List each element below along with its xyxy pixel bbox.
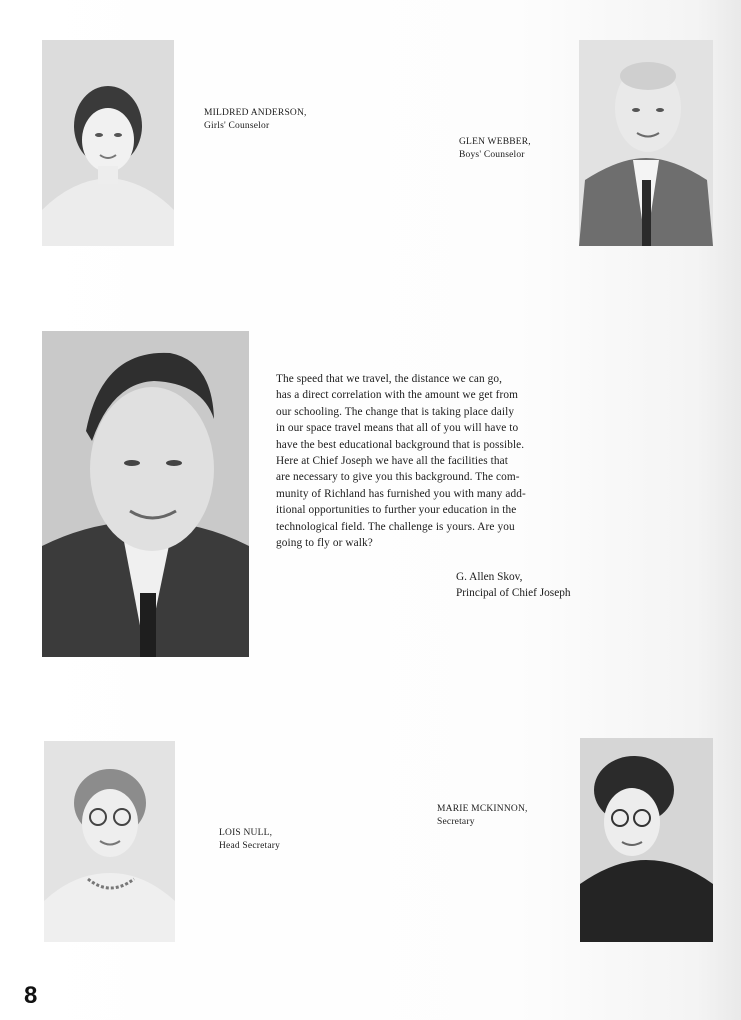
caption-marie-mckinnon [437, 803, 528, 829]
message-line: technological field. The challenge is yours. Are you [276, 520, 515, 533]
staff-title: Head Secretary [219, 841, 281, 851]
signature-name: G. Allen Skov, [456, 571, 523, 583]
message-line: The speed that we travel, the distance we can go, [276, 373, 503, 385]
staff-title: Boys' Counselor [459, 150, 525, 160]
message-line: our schooling. The change that is taking place daily [276, 405, 515, 418]
photo-mildred-anderson [42, 40, 174, 246]
photo-marie-mckinnon [580, 738, 713, 942]
staff-name: GLEN WEBBER, [459, 137, 531, 147]
message-line: Here at Chief Joseph we have all the facilities that [276, 455, 508, 468]
message-line: munity of Richland has furnished you with many add- [276, 487, 526, 500]
staff-name: MARIE MCKINNON, [437, 804, 528, 814]
message-line: itional opportunities to further your education in the [276, 504, 517, 517]
staff-name: MILDRED ANDERSON, [204, 108, 307, 118]
message-line: going to fly or walk? [276, 537, 373, 550]
principal-signature [456, 569, 571, 602]
caption-mildred-anderson [204, 107, 307, 133]
photo-lois-null [44, 741, 175, 942]
page-number: 8 [24, 982, 38, 1009]
message-line: in our space travel means that all of you will have to [276, 422, 519, 435]
photo-principal [42, 331, 249, 657]
message-line: are necessary to give you this background. The com- [276, 471, 520, 484]
staff-title: Girls' Counselor [204, 121, 270, 131]
caption-lois-null [219, 827, 280, 853]
staff-name: LOIS NULL, [219, 828, 273, 838]
message-line: have the best educational background that is possible. [276, 438, 525, 451]
photo-glen-webber [579, 40, 713, 246]
signature-title: Principal of Chief Joseph [456, 587, 571, 600]
principal-message [276, 371, 626, 551]
caption-glen-webber [459, 136, 531, 162]
message-line: has a direct correlation with the amount we get from [276, 389, 519, 402]
staff-title: Secretary [437, 817, 475, 827]
